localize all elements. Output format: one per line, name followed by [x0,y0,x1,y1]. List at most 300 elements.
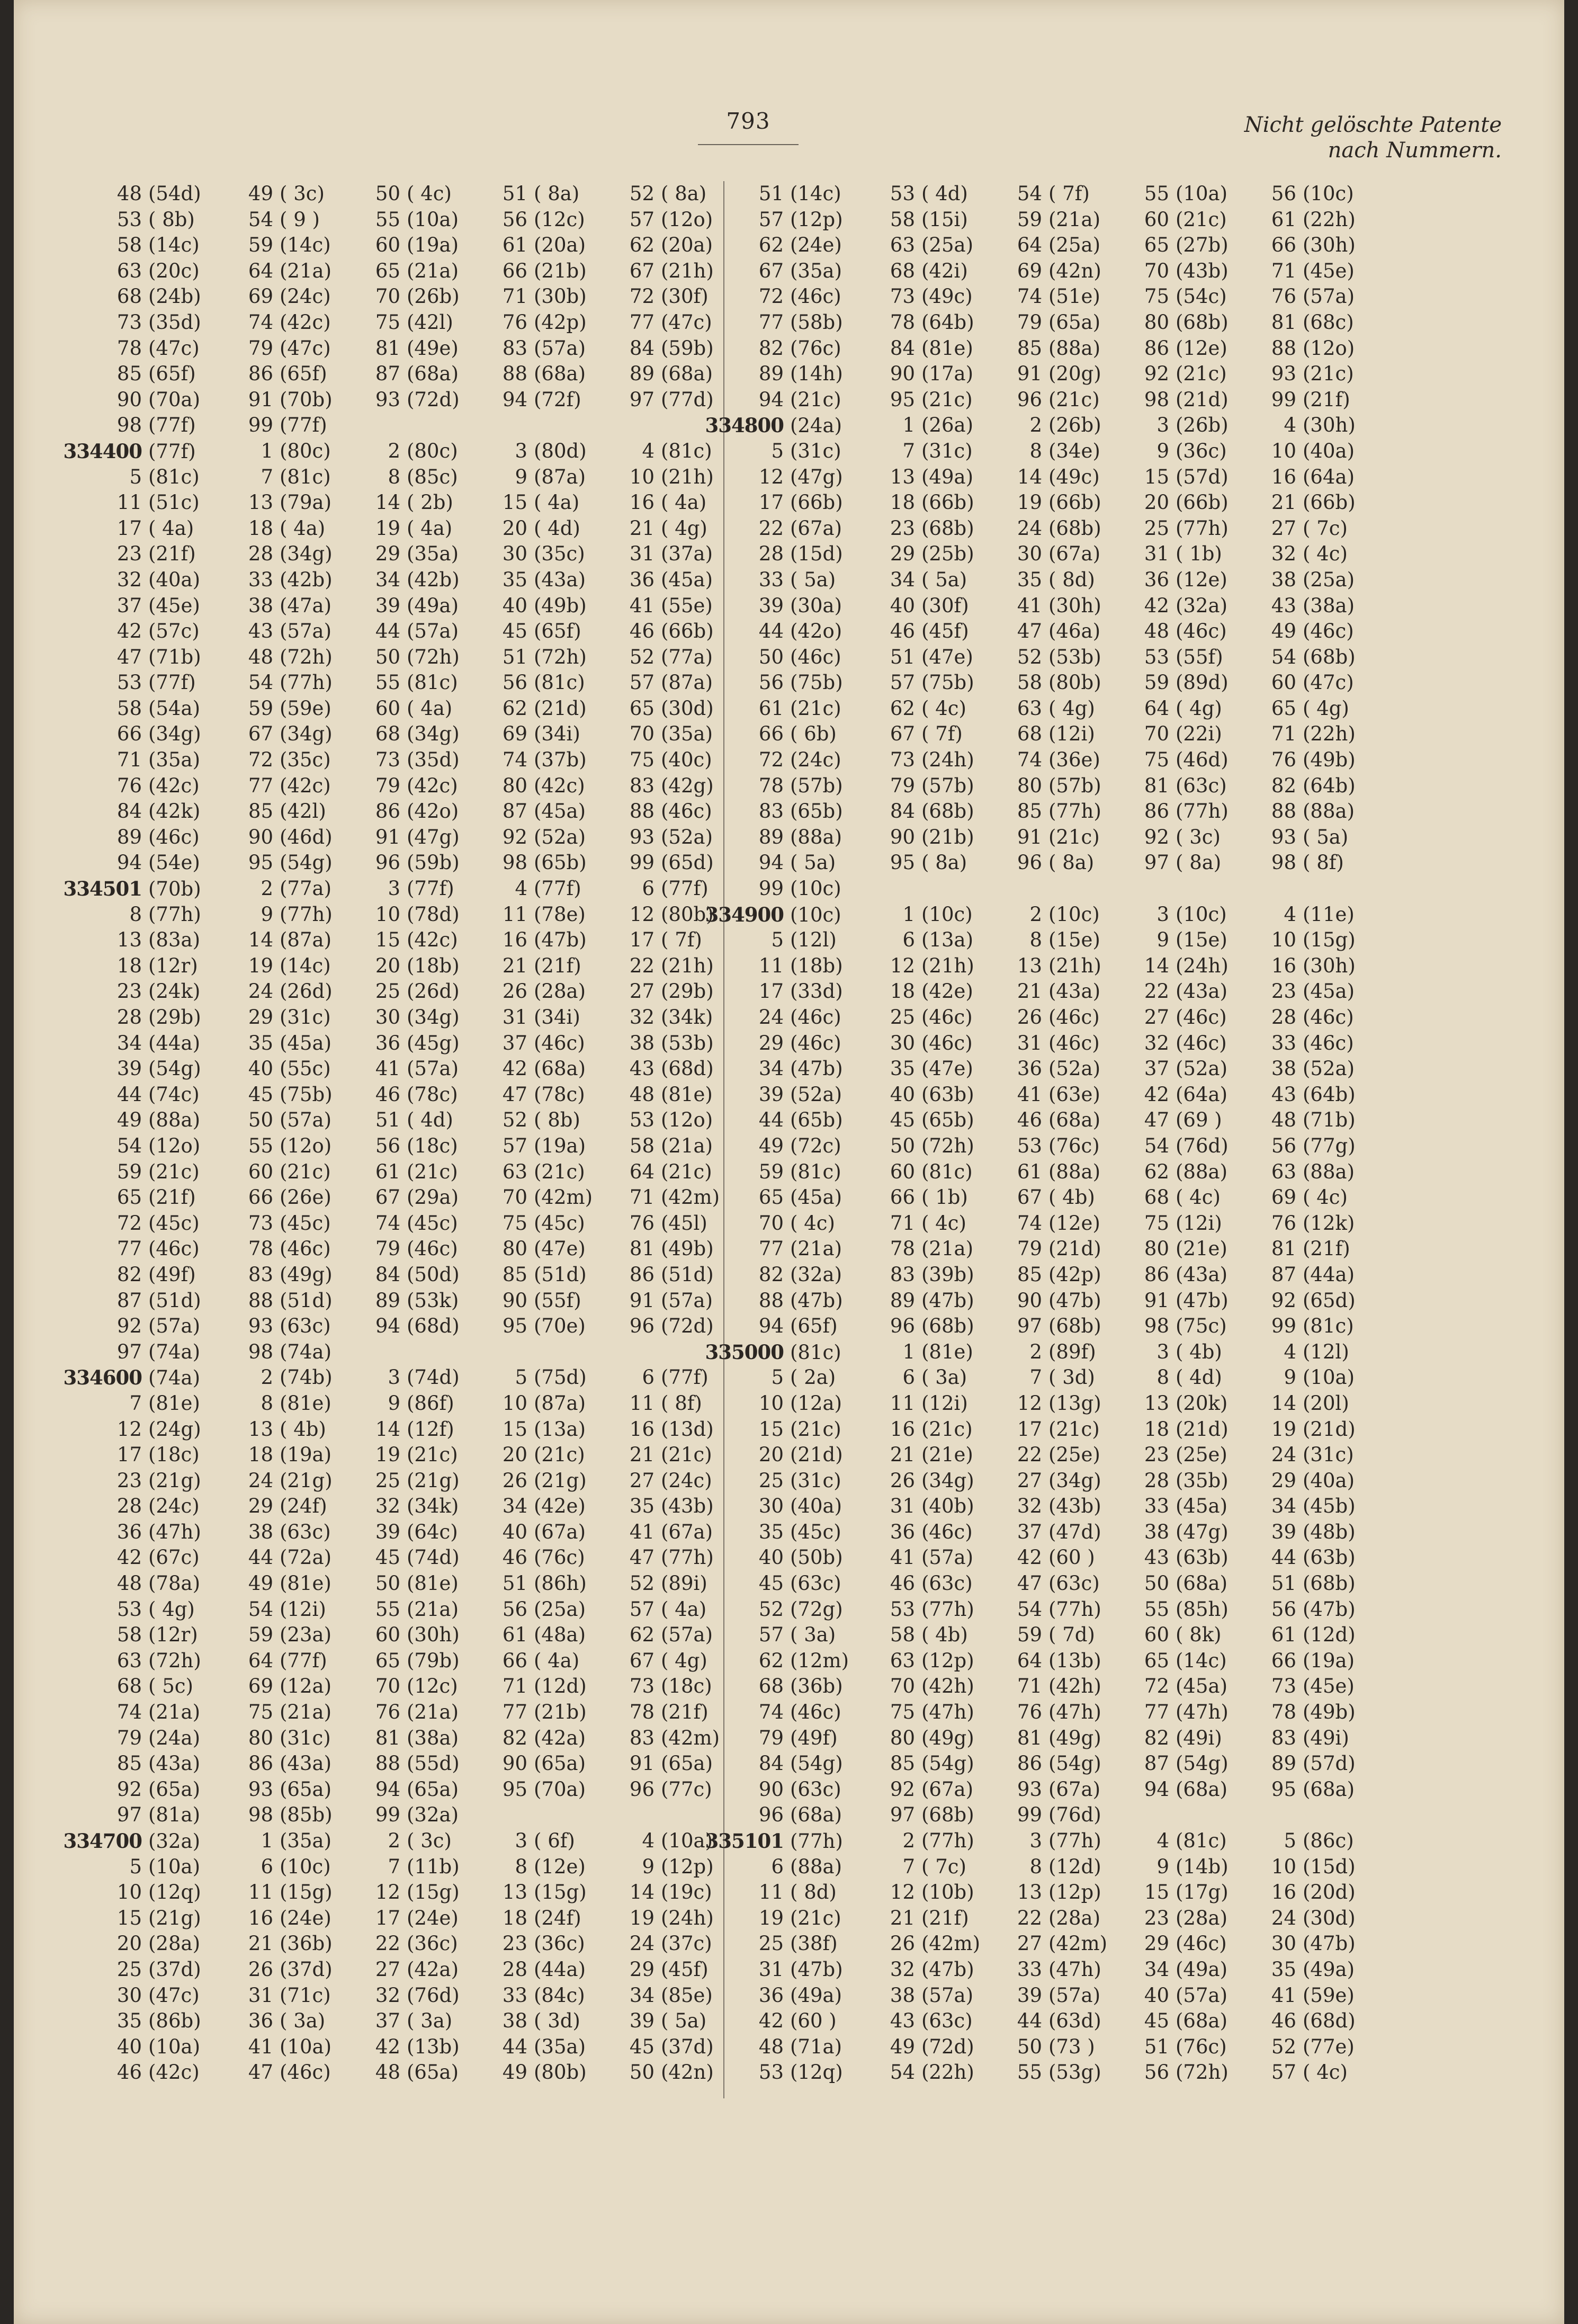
patent-class: (49f) [148,1263,196,1286]
patent-class: ( 2a) [790,1366,836,1389]
patent-entry [866,1700,974,1726]
patent-number: 79 [375,774,400,797]
patent-entry [93,1082,200,1108]
patent-number: 71 [116,748,142,772]
patent-class: (49i) [1303,1726,1349,1749]
patent-class: (21a) [921,1237,974,1261]
patent-entry [735,1211,835,1237]
header-rule [698,144,799,145]
patent-number: 25 [1144,516,1169,540]
table-row [735,876,1386,902]
patent-entry [479,1906,581,1932]
table-row [735,721,1386,747]
table-row [735,1185,1386,1211]
patent-entry [866,1854,966,1880]
patent-number: 29 [248,1006,273,1029]
patent-entry [1120,619,1227,645]
patent-class: (43b) [1176,259,1229,282]
patent-number: 59 [248,1623,273,1647]
patent-class: (81c) [661,439,712,462]
patent-class: (46c) [790,1701,841,1724]
patent-class: (53b) [1048,645,1101,668]
patent-number: 88 [758,1289,784,1312]
patent-class: (78c) [407,1083,458,1106]
patent-number: 97 [116,1340,142,1363]
patent-class: (54d) [148,182,201,205]
patent-entry [225,721,333,747]
patent-number: 38 [502,2009,527,2033]
patent-class: ( 4b) [280,1417,326,1441]
patent-entry [735,1185,842,1211]
patent-class: (30h) [1303,954,1356,977]
patent-number: 44 [248,1546,273,1569]
patent-entry [1248,541,1348,567]
patent-class: (21c) [790,1906,841,1929]
patent-entry [1120,2034,1227,2060]
patent-entry [225,1417,326,1443]
patent-class: (88a) [790,1855,842,1878]
table-row [93,593,734,619]
table-row [735,439,1386,464]
patent-number: 56 [375,1134,400,1157]
patent-entry [1248,593,1355,619]
patent-number: 91 [1017,825,1042,848]
patent-class: (77f) [148,671,196,694]
patent-entry [1248,619,1354,645]
patent-number: 98 [1144,1315,1169,1338]
patent-class: (20a) [661,234,713,257]
table-row [93,1931,734,1957]
patent-number: 70 [375,285,400,308]
patent-entry [225,1159,331,1185]
patent-entry [1120,181,1227,207]
patent-entry [735,1442,843,1468]
patent-entry [225,1494,327,1519]
patent-number: 4 [515,877,527,900]
running-head-line-2: nach Nummern. [1328,138,1502,163]
patent-entry [93,1751,200,1777]
patent-entry [866,1906,969,1932]
patent-number: 52 [629,645,654,668]
patent-entry [93,310,201,336]
patent-entry [479,1442,585,1468]
patent-number: 83 [248,1263,273,1286]
patent-class: (46c) [790,285,841,308]
patent-entry [225,1622,331,1648]
patent-number: 24 [1271,1443,1296,1467]
patent-class: (46c) [280,1237,331,1261]
patent-class: (15e) [1176,928,1227,952]
patent-entry [866,1056,973,1082]
patent-class: (60 ) [1048,1546,1095,1569]
patent-entry [352,1031,460,1057]
patent-number: 72 [1144,1675,1169,1698]
patent-class: (68a) [1176,1572,1228,1595]
table-row [93,336,734,362]
patent-entry [866,619,969,645]
patent-number: 54 [1017,182,1042,205]
table-row [735,258,1386,284]
patent-number: 81 [1271,310,1296,334]
patent-entry [352,773,458,799]
patent-number: 83 [629,774,654,797]
patent-class: (26b) [407,285,460,308]
patent-number: 63 [890,234,915,257]
patent-entry [352,619,459,645]
patent-class: (25a) [1048,234,1101,257]
patent-number: 24 [1017,516,1042,540]
patent-entry [866,2060,974,2086]
patent-entry [479,1828,575,1854]
table-row [93,516,734,542]
patent-entry [479,361,586,387]
table-row [735,2008,1386,2034]
patent-class: (78d) [407,902,460,926]
patent-number: 93 [1271,825,1296,848]
patent-class: (22h) [921,2061,974,2084]
patent-class: (21b) [921,825,974,848]
patent-class: ( 4c) [1303,1186,1348,1209]
table-row [735,1082,1386,1108]
patent-class: (40a) [1303,1469,1355,1492]
patent-class: (49e) [407,336,459,360]
patent-class: (21c) [790,388,841,411]
patent-number: 63 [1017,696,1042,720]
patent-entry [93,1854,200,1880]
patent-number: 56 [1271,1134,1296,1157]
patent-entry [993,2034,1095,2060]
patent-class: (47b) [790,1057,843,1080]
patent-entry [1248,464,1355,490]
patent-number: 42 [1144,1083,1169,1106]
patent-class: (12k) [1303,1211,1355,1235]
patent-number: 33 [1144,1495,1169,1518]
patent-entry [352,1957,459,1983]
patent-class: (67a) [1048,542,1101,566]
patent-entry [352,1262,460,1288]
patent-number: 58 [890,208,915,231]
patent-class: (35b) [1176,1469,1229,1492]
patent-number: 82 [758,336,784,360]
patent-class: (72h) [534,645,587,668]
patent-entry [735,1417,841,1443]
patent-number: 79 [375,1237,400,1261]
patent-series-entry [703,902,841,928]
patent-number: 23 [116,1469,142,1492]
patent-class: (54c) [1176,285,1227,308]
patent-class: (49i) [1176,1726,1222,1749]
patent-class: (81e) [407,1572,459,1595]
patent-entry [352,207,459,233]
patent-entry [606,1648,707,1674]
patent-entry [225,1571,331,1597]
patent-number: 38 [629,1031,654,1054]
patent-number: 94 [1144,1777,1169,1801]
table-row [93,1751,734,1777]
patent-class: (54g) [790,1752,843,1775]
patent-entry [1120,1648,1227,1674]
patent-number: 85 [1017,800,1042,823]
patent-entry [866,670,974,696]
patent-class: (14c) [790,182,841,205]
patent-number: 41 [629,594,654,617]
patent-class: (45l) [661,1211,707,1235]
patent-number: 32 [375,1983,400,2007]
patent-number: 73 [116,310,142,334]
patent-class: (31c) [280,1726,331,1749]
patent-number: 335000 [705,1340,784,1364]
patent-entry [225,541,333,567]
patent-entry [993,1107,1100,1133]
patent-number: 24 [1271,1906,1296,1929]
patent-number: 48 [116,182,142,205]
patent-class: (17g) [1176,1881,1229,1904]
patent-entry [606,1288,713,1314]
patent-number: 48 [116,1572,142,1595]
patent-entry [93,1442,200,1468]
patent-entry [993,1159,1100,1185]
patent-number: 6 [642,877,654,900]
patent-number: 61 [1271,208,1296,231]
patent-entry [993,387,1100,413]
patent-number: 65 [116,1186,142,1209]
patent-number: 95 [890,851,915,874]
patent-number: 87 [1144,1752,1169,1775]
patent-class: (31c) [790,439,841,462]
patent-number: 9 [1284,1366,1296,1389]
patent-class: (12l) [1303,1340,1349,1363]
patent-entry [606,1931,712,1957]
patent-class: (81e) [921,1340,973,1363]
patent-entry [735,1262,842,1288]
patent-entry [735,310,843,336]
table-row [93,1133,734,1159]
patent-entry [866,1622,968,1648]
patent-entry [866,1236,973,1262]
patent-class: (10a) [148,2035,201,2058]
patent-entry [1248,1365,1355,1391]
patent-number: 21 [502,954,527,977]
patent-number: 90 [116,388,142,411]
table-row [93,1777,734,1803]
patent-class: (77h) [280,902,333,926]
patent-entry [1248,1622,1356,1648]
table-row [93,1185,734,1211]
patent-number: 41 [1017,594,1042,617]
patent-entry [225,1262,333,1288]
patent-number: 71 [1271,722,1296,746]
patent-class: (57a) [407,620,459,643]
patent-entry [479,1519,586,1545]
patent-entry [735,1700,841,1726]
patent-class: (55c) [280,1057,331,1080]
patent-entry [352,1082,458,1108]
patent-number: 76 [1271,1211,1296,1235]
patent-class: (81c) [790,1160,841,1183]
patent-entry [993,1828,1101,1854]
patent-entry [606,1417,714,1443]
patent-entry [606,1777,712,1803]
patent-entry [225,567,333,593]
patent-number: 51 [1144,2035,1169,2058]
patent-entry [352,1597,459,1623]
patent-class: (21b) [534,1701,587,1724]
patent-number: 69 [248,1675,273,1698]
patent-entry [866,387,973,413]
patent-entry [479,1391,586,1417]
patent-number: 43 [1144,1546,1169,1569]
patent-class: (47e) [534,1237,586,1261]
patent-class: (59e) [1303,1983,1355,2007]
patent-entry [993,181,1090,207]
table-row [735,953,1386,979]
patent-number: 18 [890,491,915,514]
patent-number: 3 [1156,414,1169,437]
patent-number: 34 [890,568,915,591]
patent-number: 90 [1017,1289,1042,1312]
patent-entry [93,670,196,696]
patent-class: (19a) [280,1443,332,1467]
patent-number: 75 [248,1701,273,1724]
patent-class: (68b) [1303,645,1356,668]
patent-entry [1120,310,1229,336]
patent-class: (21a) [407,259,459,282]
patent-number: 49 [758,1134,784,1157]
patent-entry [993,541,1100,567]
patent-number: 40 [502,1520,527,1543]
patent-entry [1248,1391,1349,1417]
table-row [93,773,734,799]
patent-class: (35a) [661,722,713,746]
patent-entry [993,773,1101,799]
patent-class: (77h) [280,671,333,694]
patent-class: (46d) [280,825,333,848]
patent-number: 30 [1271,1932,1296,1955]
patent-entry [993,1983,1100,2009]
patent-class: (53g) [1048,2061,1101,2084]
patent-entry [866,773,974,799]
patent-entry [93,747,200,773]
patent-number: 62 [758,234,784,257]
patent-entry [993,799,1101,825]
patent-entry [606,1622,713,1648]
patent-number: 61 [375,1160,400,1183]
patent-entry [993,1597,1101,1623]
patent-class: (74b) [280,1366,333,1389]
patent-number: 34 [758,1057,784,1080]
patent-class: (23a) [280,1623,332,1647]
patent-number: 18 [890,980,915,1003]
patent-entry [225,825,333,851]
table-row [93,747,734,773]
patent-entry [1120,233,1229,258]
patent-entry [606,619,714,645]
patent-entry [479,747,587,773]
patent-class: (78e) [534,902,586,926]
patent-class: ( 4c) [921,696,966,720]
patent-class: (65a) [534,1752,586,1775]
patent-entry [1248,181,1354,207]
patent-number: 30 [116,1983,142,2007]
patent-class: (42o) [790,620,842,643]
patent-class: (12q) [148,1881,201,1904]
patent-class: (68b) [921,1803,974,1827]
patent-entry [606,747,712,773]
patent-number: 33 [1271,1031,1296,1054]
patent-class: (72d) [661,1315,714,1338]
patent-number: 86 [629,1263,654,1286]
patent-class: (21c) [1048,825,1100,848]
patent-entry [1120,1571,1227,1597]
patent-class: ( 3d) [1048,1366,1095,1389]
patent-class: (21d) [1176,1417,1229,1441]
patent-class: (35a) [790,259,842,282]
patent-entry [735,593,842,619]
patent-class: (68a) [1048,1109,1101,1132]
patent-entry [352,258,459,284]
patent-class: (65b) [534,851,587,874]
patent-number: 8 [1029,928,1042,952]
patent-class: (12o) [280,1134,332,1157]
patent-number: 19 [629,1906,654,1929]
patent-entry [1120,1313,1227,1339]
patent-number: 60 [1271,671,1296,694]
patent-number: 34 [1144,1957,1169,1981]
patent-number: 98 [1271,851,1296,874]
patent-number: 99 [758,877,784,900]
table-row [735,464,1386,490]
patent-entry [1248,1288,1356,1314]
patent-number: 97 [1144,851,1169,874]
patent-number: 31 [1017,1031,1042,1054]
patent-entry [352,2034,460,2060]
patent-class: (64b) [1303,1083,1356,1106]
table-row [735,1519,1386,1545]
patent-class: (72c) [790,1134,841,1157]
patent-entry [479,439,587,464]
patent-class: (21a) [407,1701,459,1724]
patent-number: 84 [116,800,142,823]
patent-number: 47 [1144,1109,1169,1132]
patent-entry [1248,1751,1356,1777]
patent-class: (81c) [148,465,200,488]
table-row [735,1133,1386,1159]
patent-entry [606,1031,714,1057]
patent-entry [735,1622,836,1648]
patent-class: (46c) [1176,620,1227,643]
patent-entry [993,1262,1101,1288]
patent-entry [993,953,1101,979]
patent-class: (54g) [921,1752,974,1775]
patent-class: (19a) [534,1134,586,1157]
patent-number: 34 [502,1495,527,1518]
patent-number: 41 [375,1057,400,1080]
patent-entry [735,645,841,671]
patent-class: (45c) [407,1211,458,1235]
patent-class: (14c) [1176,1649,1227,1672]
patent-entry [1120,1107,1222,1133]
patent-class: (12e) [534,1855,586,1878]
patent-number: 49 [1271,620,1296,643]
patent-entry [479,516,580,542]
patent-entry [1248,953,1356,979]
patent-class: ( 8d) [1048,568,1095,591]
patent-entry [479,1082,585,1108]
patent-number: 48 [248,645,273,668]
patent-number: 51 [758,182,784,205]
patent-entry [993,1880,1101,1906]
patent-number: 54 [248,671,273,694]
